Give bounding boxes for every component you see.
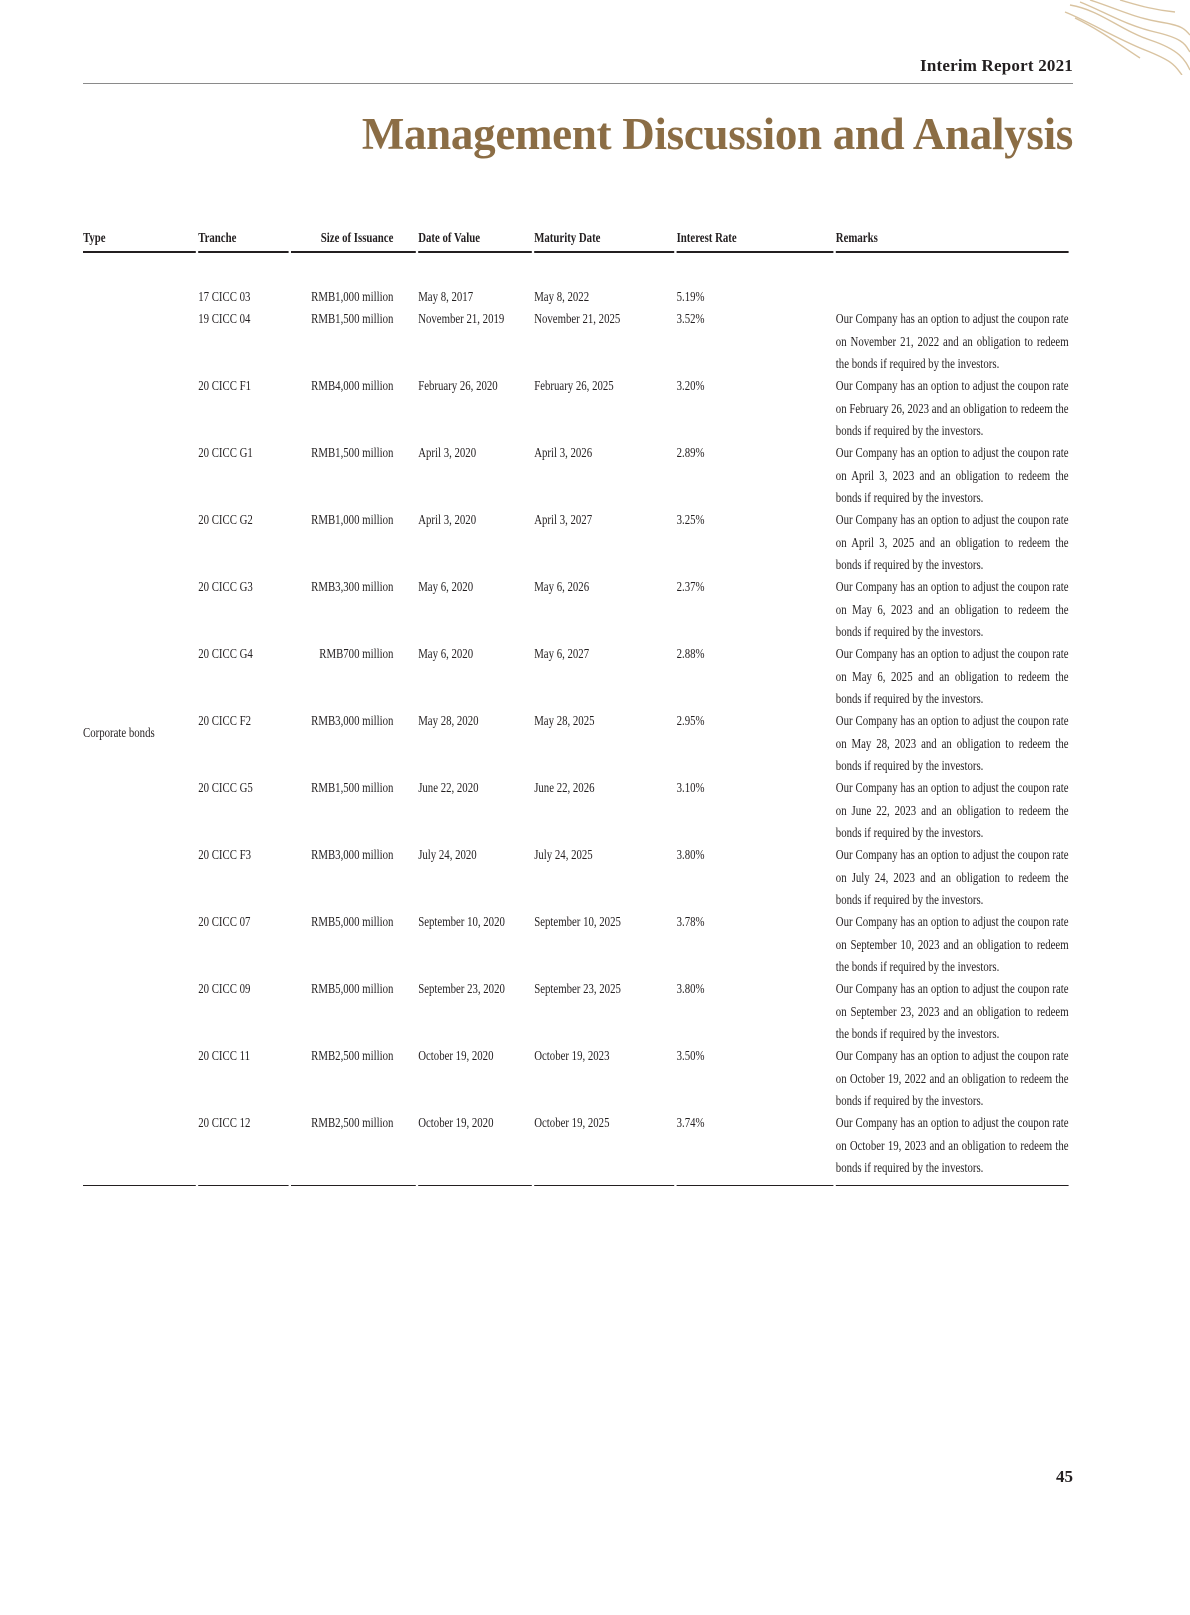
remarks-cell: Our Company has an option to adjust the coupon rate on May 28, 2023 and an obligation to redeem the bonds if required by the investors.: [835, 713, 1069, 773]
rate-cell: 5.19%: [676, 289, 705, 304]
rate-cell: 3.50%: [676, 1048, 705, 1064]
table-row: [83, 1112, 1069, 1179]
value-date-cell: October 19, 2020: [418, 1048, 494, 1064]
maturity-cell: July 24, 2025: [534, 847, 593, 863]
maturity-cell: May 6, 2027: [534, 646, 590, 662]
decorative-wave-ornament: [1060, 0, 1190, 75]
size-cell: RMB1,500 million: [311, 445, 394, 461]
rate-cell: 3.80%: [676, 847, 705, 863]
tranche-cell: 20 CICC G4: [198, 646, 253, 662]
value-date-cell: November 21, 2019: [418, 311, 505, 327]
rate-cell: 3.25%: [676, 512, 705, 528]
value-date-cell: February 26, 2020: [418, 378, 498, 394]
rate-cell: 2.88%: [676, 646, 705, 662]
maturity-cell: May 8, 2022: [534, 289, 590, 304]
maturity-cell: April 3, 2026: [534, 445, 593, 461]
tranche-cell: 20 CICC G2: [198, 512, 253, 528]
value-date-cell: May 8, 2017: [418, 289, 474, 304]
size-cell: RMB5,000 million: [311, 914, 394, 930]
maturity-cell: October 19, 2023: [534, 1048, 610, 1064]
column-header-tranche: Tranche: [198, 228, 288, 253]
table-row: [83, 286, 1069, 308]
table-row: [83, 375, 1069, 442]
tranche-cell: 20 CICC G3: [198, 579, 253, 595]
size-cell: RMB3,000 million: [311, 713, 394, 729]
type-cell: Corporate bonds: [83, 724, 155, 740]
value-date-cell: May 28, 2020: [418, 713, 479, 729]
maturity-cell: April 3, 2027: [534, 512, 593, 528]
tranche-cell: 20 CICC G1: [198, 445, 253, 461]
size-cell: RMB2,500 million: [311, 1048, 394, 1064]
tranche-cell: 20 CICC G5: [198, 780, 253, 796]
table-row: [83, 308, 1069, 375]
rate-cell: 3.52%: [676, 311, 705, 327]
column-header-value-date: Date of Value: [418, 228, 532, 253]
rate-cell: 2.37%: [676, 579, 705, 595]
maturity-cell: September 23, 2025: [534, 981, 621, 997]
bonds-table: [83, 228, 1073, 1186]
tranche-cell: 20 CICC F3: [198, 847, 252, 863]
value-date-cell: May 6, 2020: [418, 579, 474, 595]
size-cell: RMB3,000 million: [311, 847, 394, 863]
size-cell: RMB3,300 million: [311, 579, 394, 595]
value-date-cell: April 3, 2020: [418, 512, 477, 528]
maturity-cell: May 28, 2025: [534, 713, 595, 729]
value-date-cell: October 19, 2020: [418, 1115, 494, 1131]
table-row: [83, 442, 1069, 509]
table-bottom-rule: [83, 1179, 1069, 1186]
maturity-cell: June 22, 2026: [534, 780, 595, 796]
tranche-cell: 20 CICC 09: [198, 981, 251, 997]
remarks-cell: Our Company has an option to adjust the coupon rate on November 21, 2022 and an obligation to redeem the bonds if required by the investors.: [835, 311, 1069, 371]
column-header-rate: Interest Rate: [677, 228, 834, 253]
remarks-cell: Our Company has an option to adjust the coupon rate on September 23, 2023 and an obligation to redeem the bonds if required by the investors.: [835, 981, 1069, 1041]
value-date-cell: April 3, 2020: [418, 445, 477, 461]
remarks-cell: Our Company has an option to adjust the coupon rate on April 3, 2025 and an obligation to redeem the bonds if required by the investors.: [835, 512, 1069, 572]
remarks-cell: Our Company has an option to adjust the coupon rate on September 10, 2023 and an obligation to redeem the bonds if required by the investors.: [835, 914, 1069, 974]
rate-cell: 3.78%: [676, 914, 705, 930]
tranche-cell: 17 CICC 03: [198, 289, 251, 304]
rate-cell: 2.95%: [676, 713, 705, 729]
table-header-row: [83, 228, 1069, 253]
column-header-type: Type: [83, 228, 196, 253]
rate-cell: 3.80%: [676, 981, 705, 997]
remarks-cell: Our Company has an option to adjust the coupon rate on May 6, 2023 and an obligation to redeem the bonds if required by the investors.: [835, 579, 1069, 639]
remarks-cell: Our Company has an option to adjust the coupon rate on October 19, 2023 and an obligation to redeem the bonds if required by the investors.: [835, 1115, 1069, 1175]
value-date-cell: September 10, 2020: [418, 914, 505, 930]
maturity-cell: February 26, 2025: [534, 378, 614, 394]
value-date-cell: July 24, 2020: [418, 847, 477, 863]
table-row: [83, 710, 1069, 777]
size-cell: RMB700 million: [319, 646, 394, 662]
rate-cell: 3.10%: [676, 780, 705, 796]
tranche-cell: 20 CICC 12: [198, 1115, 251, 1131]
column-header-size: Size of Issuance: [291, 228, 416, 253]
table-row: [83, 1045, 1069, 1112]
maturity-cell: September 10, 2025: [534, 914, 621, 930]
rate-cell: 3.74%: [676, 1115, 705, 1131]
size-cell: RMB1,000 million: [311, 512, 394, 528]
header-divider: [83, 83, 1073, 84]
tranche-cell: 20 CICC F2: [198, 713, 252, 729]
size-cell: RMB1,000 million: [311, 289, 394, 304]
rate-cell: 2.89%: [676, 445, 705, 461]
tranche-cell: 20 CICC 07: [198, 914, 251, 930]
tranche-cell: 20 CICC F1: [198, 378, 252, 394]
table-row: [83, 576, 1069, 643]
table-row: [83, 777, 1069, 844]
tranche-cell: 19 CICC 04: [198, 311, 251, 327]
size-cell: RMB2,500 million: [311, 1115, 394, 1131]
page-number: 45: [1056, 1467, 1073, 1486]
value-date-cell: June 22, 2020: [418, 780, 479, 796]
remarks-cell: Our Company has an option to adjust the coupon rate on July 24, 2023 and an obligation to redeem the bonds if required by the investors.: [835, 847, 1069, 907]
size-cell: RMB4,000 million: [311, 378, 394, 394]
report-title: Interim Report 2021: [920, 56, 1073, 75]
column-header-maturity: Maturity Date: [534, 228, 674, 253]
rate-cell: 3.20%: [676, 378, 705, 394]
table-row: [83, 643, 1069, 710]
remarks-cell: Our Company has an option to adjust the coupon rate on April 3, 2023 and an obligation to redeem the bonds if required by the investors.: [835, 445, 1069, 505]
value-date-cell: May 6, 2020: [418, 646, 474, 662]
column-header-remarks: Remarks: [836, 228, 1069, 253]
value-date-cell: September 23, 2020: [418, 981, 505, 997]
remarks-cell: Our Company has an option to adjust the coupon rate on October 19, 2022 and an obligation to redeem the bonds if required by the investors.: [835, 1048, 1069, 1108]
table-row: [83, 911, 1069, 978]
tranche-cell: 20 CICC 11: [198, 1048, 251, 1064]
maturity-cell: October 19, 2025: [534, 1115, 610, 1131]
size-cell: RMB1,500 million: [311, 311, 394, 327]
size-cell: RMB5,000 million: [311, 981, 394, 997]
remarks-cell: Our Company has an option to adjust the coupon rate on May 6, 2025 and an obligation to redeem the bonds if required by the investors.: [835, 646, 1069, 706]
size-cell: RMB1,500 million: [311, 780, 394, 796]
remarks-cell: [836, 286, 1069, 308]
remarks-cell: Our Company has an option to adjust the coupon rate on February 26, 2023 and an obligation to redeem the bonds if required by the investors.: [835, 378, 1069, 438]
maturity-cell: November 21, 2025: [534, 311, 621, 327]
table-row: [83, 978, 1069, 1045]
page-title: Management Discussion and Analysis: [361, 109, 1073, 159]
remarks-cell: Our Company has an option to adjust the coupon rate on June 22, 2023 and an obligation to redeem the bonds if required by the investors.: [835, 780, 1069, 840]
table-row: [83, 509, 1069, 576]
table-row: [83, 844, 1069, 911]
maturity-cell: May 6, 2026: [534, 579, 590, 595]
